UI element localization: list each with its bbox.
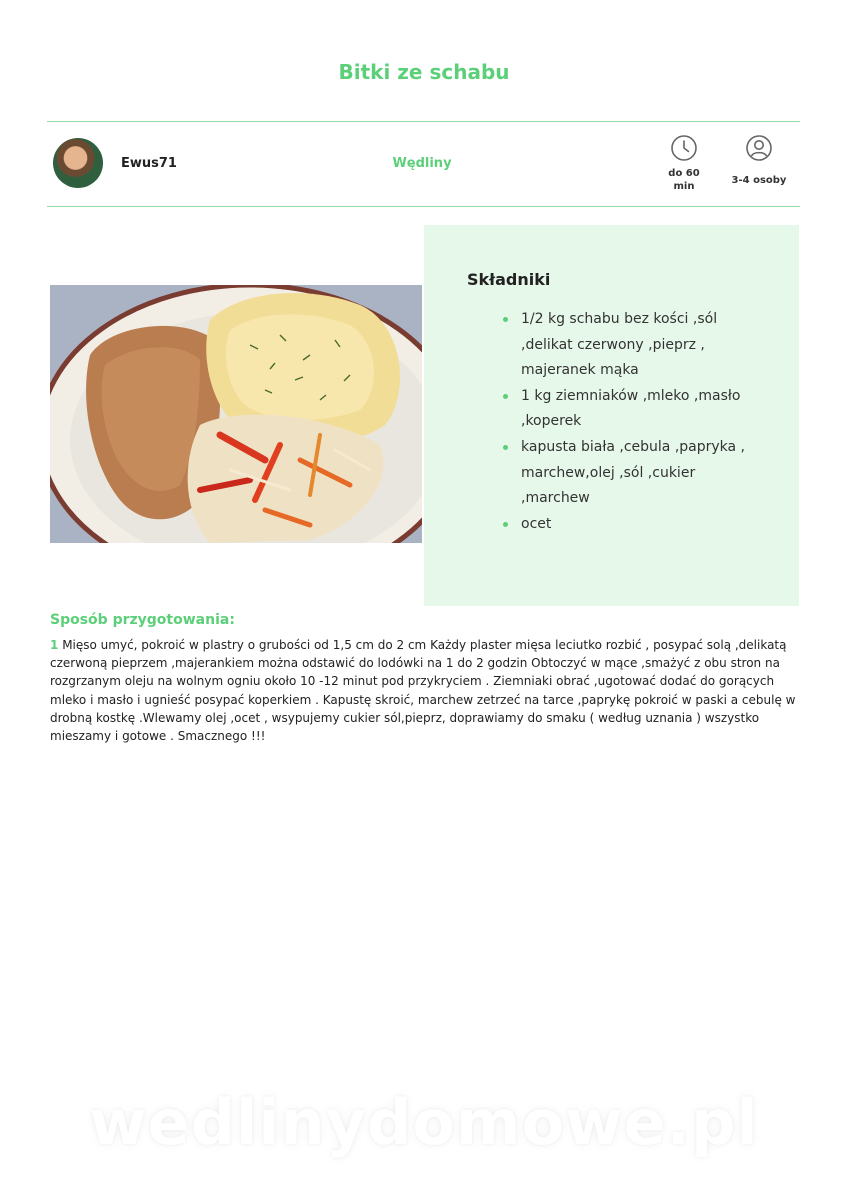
prep-time-label: do 60 min bbox=[668, 168, 700, 192]
ingredient-item: 1/2 kg schabu bez kości ,sól ,delikat czerwony ,pieprz , majeranek mąka bbox=[521, 307, 761, 384]
preparation-title: Sposób przygotowania: bbox=[50, 612, 235, 628]
ingredients-title: Składniki bbox=[467, 270, 551, 289]
ingredient-item: ocet bbox=[521, 512, 761, 538]
ingredient-item: 1 kg ziemniaków ,mleko ,masło ,koperek bbox=[521, 384, 761, 435]
servings bbox=[727, 134, 791, 187]
user-icon bbox=[745, 134, 773, 162]
ingredient-item: kapusta biała ,cebula ,papryka , marchew,olej ,sól ,cukier ,marchew bbox=[521, 435, 761, 512]
prep-time bbox=[659, 134, 709, 193]
author-name[interactable]: Ewus71 bbox=[121, 156, 177, 171]
ingredients-panel bbox=[424, 225, 799, 606]
clock-icon bbox=[670, 134, 698, 162]
ingredients-list bbox=[521, 307, 761, 537]
category-link[interactable]: Wędliny bbox=[392, 156, 452, 171]
servings-label: 3-4 osoby bbox=[731, 175, 787, 186]
step-text: Mięso umyć, pokroić w plastry o grubości od 1,5 cm do 2 cm Każdy plaster mięsa leciutko rozbić , posypać solą ,delikatą czerwoną pieprzem ,majerankiem można odstawić do lodówki na 1 do 2 godzin Obtoczyć w mące ,smażyć z obu stron na rozgrzanym oleju na wolnym ogniu około 10 -12 minut pod przykryciem . Ziemniaki obrać ,ugotować dodać do gorących mleko i masło i ugnieść posypać koperkiem . Kapustę skroić, marchew zetrzeć na tarce ,paprykę pokroić w paski a cebulę w drobną kostkę .Wlewamy olej ,ocet , wsypujemy cukier sól,pieprz, doprawiamy do smaku ( według uznania ) wszystko mieszamy i gotowe . Smacznego !!! bbox=[50, 638, 796, 744]
recipe-meta-bar bbox=[47, 121, 800, 207]
avatar bbox=[53, 138, 103, 188]
preparation-step bbox=[50, 636, 798, 745]
dish-photo bbox=[50, 285, 422, 543]
recipe-title: Bitki ze schabu bbox=[338, 60, 510, 84]
watermark: wedlinydomowe.pl bbox=[89, 1086, 759, 1159]
step-number: 1 bbox=[50, 638, 59, 652]
